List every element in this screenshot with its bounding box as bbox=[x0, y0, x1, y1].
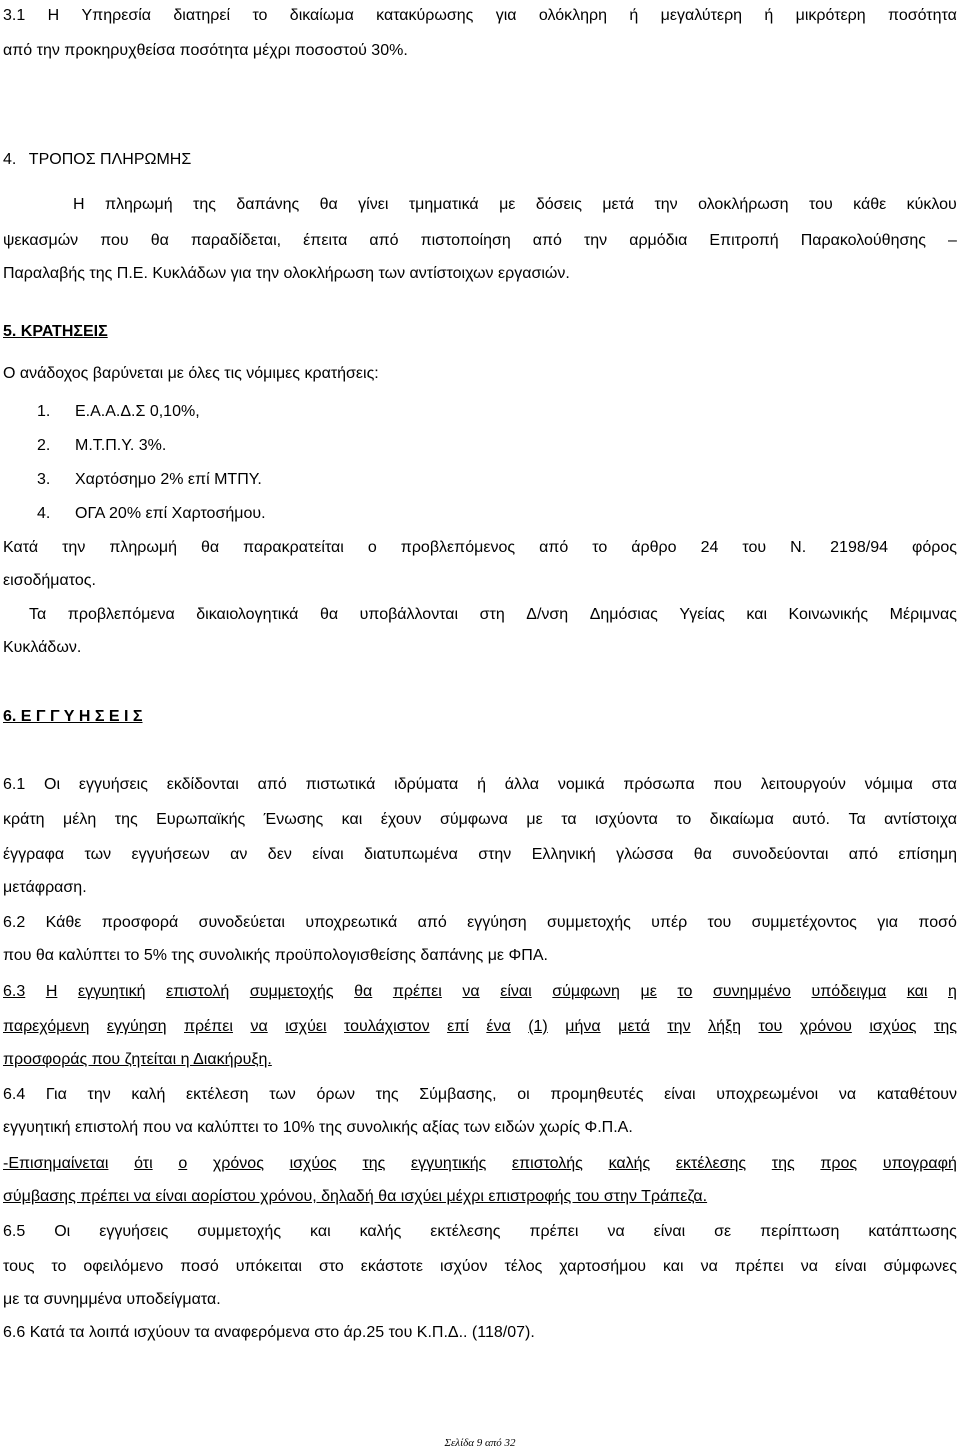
word: την bbox=[583, 232, 608, 249]
word: υπόδειγμα bbox=[811, 983, 887, 1000]
word: εγγυήσεων bbox=[131, 846, 210, 863]
word: χρόνου bbox=[799, 1018, 852, 1035]
word: ποσό bbox=[918, 914, 957, 931]
word: από bbox=[539, 539, 569, 556]
word: Οι bbox=[54, 1223, 71, 1240]
word: μικρότερη bbox=[795, 7, 866, 24]
section-4-title: ΤΡΟΠΟΣ ΠΛΗΡΩΜΗΣ bbox=[28, 151, 192, 168]
list-item-text: Μ.Τ.Π.Υ. 3%. bbox=[75, 437, 167, 454]
list-item bbox=[37, 402, 200, 422]
word: με bbox=[526, 811, 543, 828]
word: της bbox=[934, 1018, 957, 1035]
word: εκτέλεσης bbox=[675, 1155, 747, 1172]
word: στα bbox=[931, 776, 957, 793]
word: πρέπει bbox=[529, 1223, 579, 1240]
word: το bbox=[677, 983, 693, 1000]
word: Κατά bbox=[3, 539, 39, 556]
word: εγγύηση bbox=[467, 914, 527, 931]
word: τα bbox=[561, 811, 577, 828]
word: Τα bbox=[848, 811, 866, 828]
word: έγγραφα bbox=[3, 846, 65, 863]
word: υποχρεωτικά bbox=[305, 914, 398, 931]
word: εγγυήσεις bbox=[78, 776, 148, 793]
word: και bbox=[341, 811, 363, 828]
word: να bbox=[462, 983, 480, 1000]
list-item bbox=[37, 470, 262, 490]
list-item bbox=[37, 504, 266, 524]
word: εκτέλεση bbox=[186, 1086, 249, 1103]
p66-line: 6.6 Κατά τα λοιπά ισχύουν τα αναφερόμενα στο άρ.25 του Κ.Π.Δ.. (118/07). bbox=[3, 1324, 535, 1341]
word: για bbox=[495, 7, 517, 24]
p61-line bbox=[3, 810, 957, 830]
word: από bbox=[532, 232, 562, 249]
p63-line bbox=[3, 1017, 957, 1037]
word: Κοινωνικής bbox=[788, 606, 869, 623]
word: προμηθευτές bbox=[550, 1086, 644, 1103]
word: ο bbox=[367, 539, 377, 556]
word: καλής bbox=[608, 1155, 651, 1172]
word: 24 bbox=[700, 539, 719, 556]
word: άρθρο bbox=[631, 539, 677, 556]
word: 6.1 bbox=[3, 776, 26, 793]
word: Οι bbox=[44, 776, 61, 793]
word: στην bbox=[478, 846, 512, 863]
word: εγγυητικής bbox=[411, 1155, 487, 1172]
p62-line: που θα καλύπτει το 5% της συνολικής προϋπολογισθείσης δαπάνης με ΦΠΑ. bbox=[3, 947, 548, 964]
word: το bbox=[676, 811, 692, 828]
word: θα bbox=[319, 606, 339, 623]
p65-line: με τα συνημμένα υποδείγματα. bbox=[3, 1291, 221, 1308]
word: δικαίωμα bbox=[289, 7, 354, 24]
page-number: Σελίδα 9 από 32 bbox=[444, 1437, 516, 1449]
section-4-number: 4. bbox=[3, 151, 17, 168]
word: λήξη bbox=[708, 1018, 742, 1035]
word: να bbox=[607, 1223, 625, 1240]
word: την bbox=[62, 539, 86, 556]
word: μήνα bbox=[565, 1018, 601, 1035]
word: η bbox=[948, 983, 957, 1000]
word: την bbox=[667, 1018, 691, 1035]
word: του bbox=[808, 196, 833, 213]
word: κατάπτωσης bbox=[868, 1223, 957, 1240]
word: του bbox=[758, 1018, 783, 1035]
word: ισχύος bbox=[289, 1155, 337, 1172]
word: για bbox=[877, 914, 899, 931]
word: πρέπει bbox=[392, 983, 442, 1000]
word: επιστολής bbox=[511, 1155, 583, 1172]
word: υπέρ bbox=[651, 914, 688, 931]
word: -Επισημαίνεται bbox=[3, 1155, 109, 1172]
word: θα bbox=[354, 983, 373, 1000]
word: λειτουργούν bbox=[760, 776, 846, 793]
word: αρμόδια bbox=[629, 232, 688, 249]
word: καλή bbox=[131, 1086, 166, 1103]
word: είναι bbox=[834, 1258, 867, 1275]
word: το bbox=[592, 539, 608, 556]
word: στη bbox=[479, 606, 505, 623]
section-4-heading bbox=[3, 150, 191, 170]
word: άλλα bbox=[504, 776, 540, 793]
word: ή bbox=[764, 7, 774, 24]
word: προς bbox=[820, 1155, 858, 1172]
word: Ν. bbox=[790, 539, 807, 556]
word: με bbox=[640, 983, 657, 1000]
word: υπογραφή bbox=[882, 1155, 957, 1172]
section-5-title: 5. ΚΡΑΤΗΣΕΙΣ bbox=[3, 323, 108, 340]
word: έπειτα bbox=[303, 232, 348, 249]
word: τμηματικά bbox=[408, 196, 479, 213]
word: των bbox=[84, 846, 112, 863]
word: συνοδεύεται bbox=[198, 914, 285, 931]
word: το bbox=[51, 1258, 67, 1275]
p64b-line: σύμβασης πρέπει να είναι αορίστου χρόνου, δηλαδή θα ισχύει μέχρι επιστροφής του στην Τράπεζα. bbox=[3, 1188, 708, 1205]
word: να bbox=[250, 1018, 268, 1035]
word: 2198/94 bbox=[830, 539, 888, 556]
word: κύκλου bbox=[906, 196, 957, 213]
word: να bbox=[838, 1086, 857, 1103]
s5-tax-line1 bbox=[3, 538, 957, 558]
p65-line bbox=[3, 1222, 957, 1242]
p63-line: προσφοράς που ζητείται η Διακήρυξη. bbox=[3, 1051, 272, 1068]
p64b-line bbox=[3, 1154, 957, 1174]
word: διατυπωμένα bbox=[364, 846, 458, 863]
word: θα bbox=[693, 846, 712, 863]
word: Παρακολούθησης bbox=[800, 232, 926, 249]
p65-line bbox=[3, 1257, 957, 1277]
word: και bbox=[310, 1223, 331, 1240]
word: 6.2 bbox=[3, 914, 26, 931]
p61-line bbox=[3, 775, 957, 795]
word: νόμιμα bbox=[864, 776, 913, 793]
word: εγγυήσεις bbox=[99, 1223, 169, 1240]
word: της bbox=[193, 196, 216, 213]
word: μεγαλύτερη bbox=[660, 7, 743, 24]
word: υπόκειται bbox=[235, 1258, 302, 1275]
word: ο bbox=[178, 1155, 188, 1172]
word: προσφορά bbox=[101, 914, 179, 931]
section-6-title: 6. Ε Γ Γ Υ Η Σ Ε Ι Σ bbox=[3, 708, 143, 725]
word: συμμετοχής bbox=[197, 1223, 282, 1240]
word: από bbox=[369, 232, 399, 249]
word: ιδρύματα bbox=[394, 776, 459, 793]
word: από bbox=[848, 846, 878, 863]
word: θα bbox=[319, 196, 338, 213]
word: ποσότητα bbox=[888, 7, 957, 24]
word: το bbox=[252, 7, 268, 24]
word: συμμετοχής bbox=[249, 983, 334, 1000]
word: κατακύρωσης bbox=[376, 7, 474, 24]
word: αντίστοιχα bbox=[884, 811, 957, 828]
word: 3.1 bbox=[3, 7, 26, 24]
s5-tax-line2: εισοδήματος. bbox=[3, 572, 96, 589]
s4-line2 bbox=[3, 231, 957, 251]
word: παρακρατείται bbox=[243, 539, 344, 556]
word: τους bbox=[3, 1258, 35, 1275]
word: θα bbox=[201, 539, 220, 556]
word: γίνει bbox=[358, 196, 389, 213]
word: της bbox=[771, 1155, 795, 1172]
word: πληρωμή bbox=[104, 196, 173, 213]
s5-intro: Ο ανάδοχος βαρύνεται με όλες τις νόμιμες κρατήσεις: bbox=[3, 365, 379, 382]
word: που bbox=[713, 776, 742, 793]
word: Υπηρεσία bbox=[81, 7, 152, 24]
word: θα bbox=[150, 232, 169, 249]
word: γλώσσα bbox=[616, 846, 674, 863]
word: δόσεις bbox=[535, 196, 582, 213]
word: είναι bbox=[312, 846, 344, 863]
list-item-text: Ε.Α.Α.Δ.Σ 0,10%, bbox=[75, 403, 200, 420]
word: στο bbox=[318, 1258, 344, 1275]
word: κράτη bbox=[3, 811, 45, 828]
word: είναι bbox=[664, 1086, 696, 1103]
word: οι bbox=[517, 1086, 530, 1103]
word: να bbox=[700, 1258, 718, 1275]
word: μετά bbox=[618, 1018, 650, 1035]
word: ολόκληρη bbox=[538, 7, 608, 24]
word: πληρωμή bbox=[109, 539, 177, 556]
word: συνοδεύονται bbox=[732, 846, 829, 863]
p61-line: μετάφραση. bbox=[3, 879, 87, 896]
word: ισχύος bbox=[869, 1018, 917, 1035]
word: από bbox=[257, 776, 287, 793]
word: Για bbox=[45, 1086, 67, 1103]
word: 6.5 bbox=[3, 1223, 26, 1240]
word: Κάθε bbox=[45, 914, 82, 931]
page-footer bbox=[0, 1437, 960, 1449]
word: Επιτροπή bbox=[709, 232, 779, 249]
word: ισχύει bbox=[285, 1018, 327, 1035]
word: των bbox=[269, 1086, 296, 1103]
word: όρων bbox=[316, 1086, 355, 1103]
list-item-number: 2. bbox=[37, 437, 51, 454]
word: διατηρεί bbox=[173, 7, 231, 24]
p63-line bbox=[3, 982, 957, 1002]
word: ισχύον bbox=[440, 1258, 488, 1275]
word: περίπτωση bbox=[760, 1223, 840, 1240]
word: Υγείας bbox=[679, 606, 725, 623]
word: 6.4 bbox=[3, 1086, 26, 1103]
p62-line bbox=[3, 913, 957, 933]
list-item-number: 3. bbox=[37, 471, 51, 488]
word: και bbox=[906, 983, 928, 1000]
word: εκδίδονται bbox=[166, 776, 239, 793]
s4-line3: Παραλαβής της Π.Ε. Κυκλάδων για την ολοκλήρωση των αντίστοιχων εργασιών. bbox=[3, 265, 570, 282]
word: με bbox=[499, 196, 516, 213]
word: εγγύηση bbox=[106, 1018, 167, 1035]
word: Μέριμνας bbox=[889, 606, 957, 623]
list-item-number: 1. bbox=[37, 403, 51, 420]
word: Η bbox=[73, 196, 85, 213]
p64-line bbox=[3, 1085, 957, 1105]
word: συνημμένο bbox=[712, 983, 791, 1000]
word: δικαίωμα bbox=[709, 811, 774, 828]
word: παραδίδεται, bbox=[190, 232, 282, 249]
word: είναι bbox=[500, 983, 532, 1000]
word: πιστωτικά bbox=[305, 776, 376, 793]
word: ένα bbox=[486, 1018, 511, 1035]
list-item-text: ΟΓΑ 20% επί Χαρτοσήμου. bbox=[75, 505, 266, 522]
word: του bbox=[742, 539, 767, 556]
word: καταθέτουν bbox=[876, 1086, 957, 1103]
word: πρόσωπα bbox=[623, 776, 695, 793]
p64-line: εγγυητική επιστολή που να καλύπτει το 10% της συνολικής αξίας των ειδών χωρίς Φ.Π.Α. bbox=[3, 1119, 633, 1136]
list-item-text: Χαρτόσημο 2% επί ΜΤΠΥ. bbox=[75, 471, 262, 488]
word: σύμφωνα bbox=[439, 811, 508, 828]
word: της bbox=[375, 1086, 399, 1103]
word: συμμετοχής bbox=[547, 914, 631, 931]
word: έχουν bbox=[380, 811, 422, 828]
word: ή bbox=[477, 776, 486, 793]
word: οφειλόμενο bbox=[83, 1258, 164, 1275]
word: νομικά bbox=[557, 776, 605, 793]
word: σύμφωνες bbox=[883, 1258, 957, 1275]
word: και bbox=[662, 1258, 684, 1275]
word: αυτό. bbox=[792, 811, 830, 828]
word: να bbox=[800, 1258, 818, 1275]
s4-line1 bbox=[73, 195, 957, 215]
word: Ευρωπαϊκής bbox=[156, 811, 246, 828]
word: την bbox=[654, 196, 678, 213]
word: της bbox=[114, 811, 138, 828]
s5-docs-line2: Κυκλάδων. bbox=[3, 639, 82, 656]
word: από bbox=[417, 914, 447, 931]
word: επιστολή bbox=[166, 983, 230, 1000]
word: μετά bbox=[602, 196, 635, 213]
word: (1) bbox=[528, 1018, 548, 1035]
word: σύμφωνη bbox=[552, 983, 620, 1000]
word: του bbox=[707, 914, 732, 931]
list-item bbox=[37, 436, 167, 456]
word: τουλάχιστον bbox=[344, 1018, 430, 1035]
word: – bbox=[947, 232, 957, 249]
word: αν bbox=[230, 846, 248, 863]
word: που bbox=[100, 232, 129, 249]
word: εκάστοτε bbox=[360, 1258, 424, 1275]
word: χρόνος bbox=[212, 1155, 264, 1172]
word: εκτέλεσης bbox=[430, 1223, 501, 1240]
word: Δημόσιας bbox=[589, 606, 658, 623]
word: της bbox=[362, 1155, 386, 1172]
word: Η bbox=[45, 983, 58, 1000]
word: φόρος bbox=[912, 539, 957, 556]
word: ψεκασμών bbox=[3, 232, 79, 249]
word: σε bbox=[714, 1223, 732, 1240]
word: Τα bbox=[29, 606, 47, 623]
word: ισχύοντα bbox=[595, 811, 658, 828]
word: πρέπει bbox=[183, 1018, 233, 1035]
list-item-number: 4. bbox=[37, 505, 51, 522]
s5-docs-line1 bbox=[29, 605, 957, 625]
word: Ένωσης bbox=[263, 811, 324, 828]
word: υποχρεωμένοι bbox=[716, 1086, 819, 1103]
word: χαρτοσήμου bbox=[559, 1258, 647, 1275]
s31-line1 bbox=[3, 6, 957, 26]
word: υποβάλλονται bbox=[359, 606, 459, 623]
word: προβλεπόμενα bbox=[67, 606, 175, 623]
word: συμμετέχοντος bbox=[751, 914, 857, 931]
word: ότι bbox=[134, 1155, 153, 1172]
word: Ελληνική bbox=[531, 846, 596, 863]
word: επί bbox=[447, 1018, 469, 1035]
word: παρεχόμενη bbox=[3, 1018, 90, 1035]
word: είναι bbox=[653, 1223, 686, 1240]
word: Σύμβασης, bbox=[419, 1086, 497, 1103]
word: πιστοποίηση bbox=[420, 232, 511, 249]
word: την bbox=[87, 1086, 111, 1103]
word: ή bbox=[629, 7, 639, 24]
word: δαπάνης bbox=[236, 196, 300, 213]
word: τέλος bbox=[504, 1258, 543, 1275]
word: μέλη bbox=[63, 811, 97, 828]
p61-line bbox=[3, 845, 957, 865]
word: 6.3 bbox=[3, 983, 26, 1000]
word: δικαιολογητικά bbox=[196, 606, 299, 623]
word: προβλεπόμενος bbox=[400, 539, 516, 556]
word: εγγυητική bbox=[77, 983, 146, 1000]
word: πρέπει bbox=[734, 1258, 784, 1275]
word: επίσημη bbox=[898, 846, 957, 863]
word: Η bbox=[47, 7, 60, 24]
s31-line2: από την προκηρυχθείσα ποσότητα μέχρι ποσοστού 30%. bbox=[3, 42, 408, 59]
word: καλής bbox=[359, 1223, 402, 1240]
word: Δ/νση bbox=[526, 606, 569, 623]
word: ολοκλήρωση bbox=[698, 196, 789, 213]
word: και bbox=[746, 606, 768, 623]
word: δεν bbox=[267, 846, 292, 863]
word: ποσό bbox=[180, 1258, 219, 1275]
word: κάθε bbox=[853, 196, 887, 213]
